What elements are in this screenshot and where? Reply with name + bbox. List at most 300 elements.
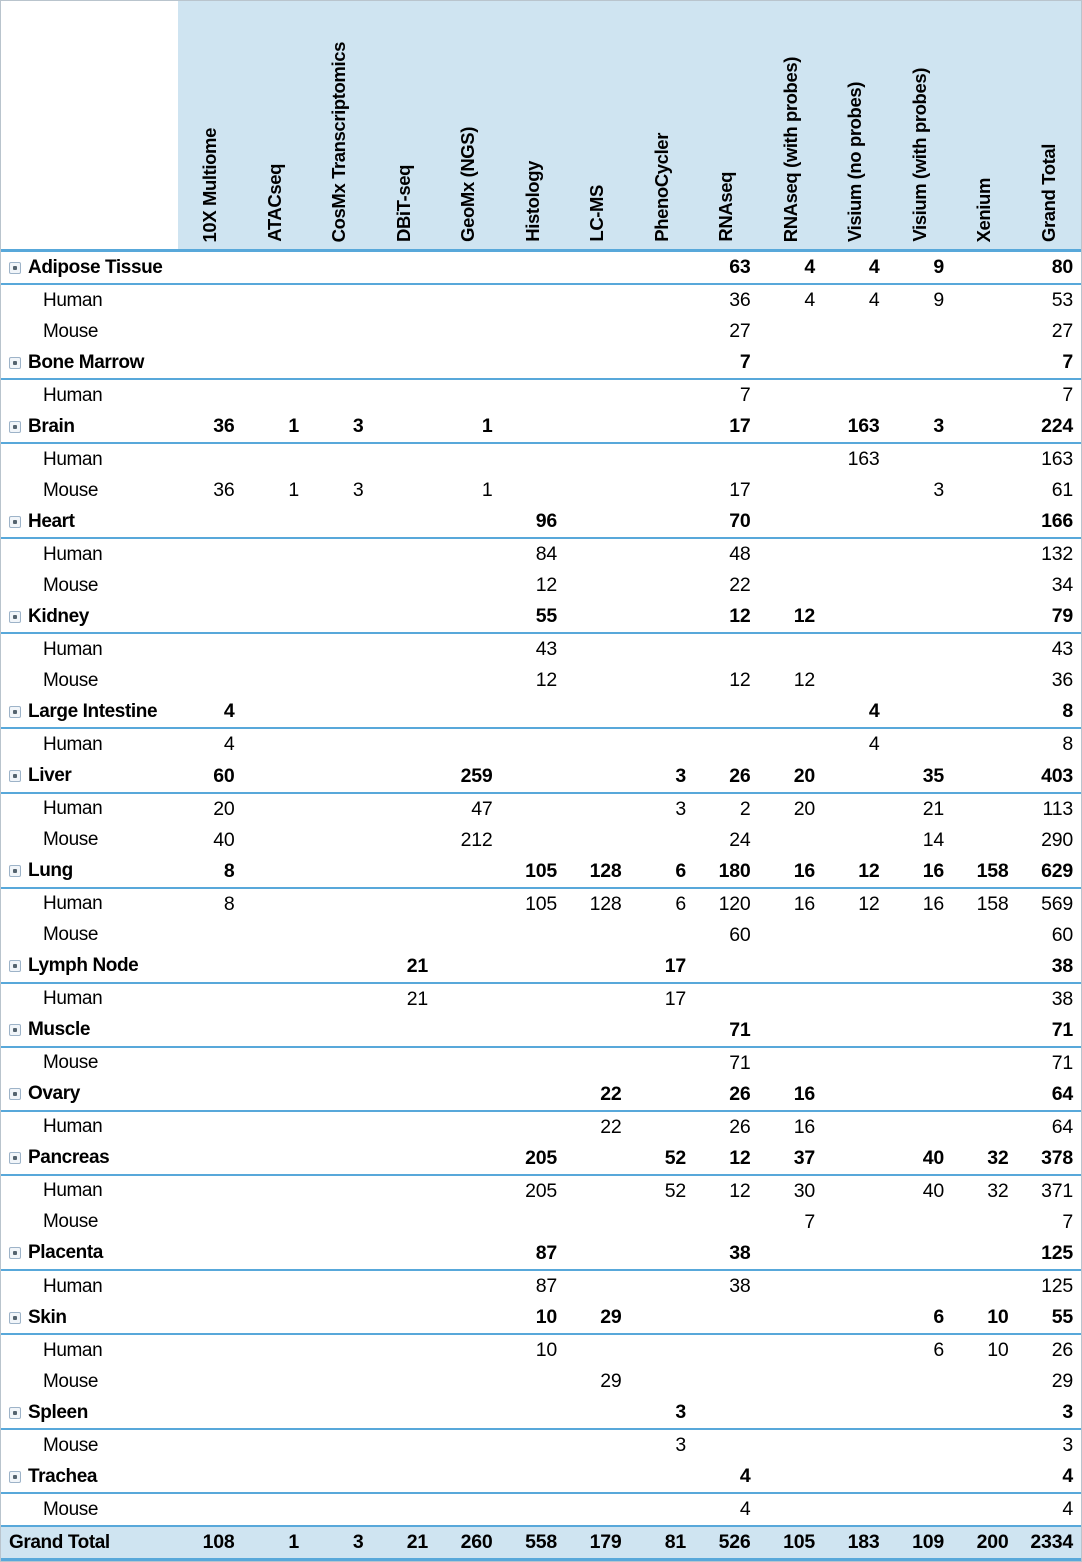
cell: 21: [922, 797, 944, 820]
table-row-human: [1, 1335, 1081, 1366]
cell: 9: [933, 289, 944, 312]
table-row-human: [1, 794, 1081, 825]
row-label: [1, 860, 178, 882]
table-row-human: [1, 539, 1081, 570]
row-label: [1, 544, 178, 566]
cell: 224: [1041, 415, 1073, 438]
table-row-large-intestine: [1, 696, 1081, 729]
cell: 8: [1062, 733, 1073, 756]
cell: 200: [976, 1531, 1009, 1554]
grand-total-row: [1, 1525, 1081, 1561]
cell: 27: [1051, 320, 1073, 343]
cell: 6: [933, 1339, 944, 1362]
row-label-text: Adipose Tissue: [28, 256, 163, 278]
row-label-text: Kidney: [28, 605, 89, 627]
cell: 14: [922, 828, 944, 851]
collapse-toggle-icon[interactable]: [9, 1152, 21, 1164]
cell: 4: [868, 700, 880, 723]
row-label: [1, 1532, 178, 1554]
cell: 1: [288, 1531, 299, 1554]
row-label-text: Mouse: [43, 1052, 99, 1074]
collapse-toggle-icon[interactable]: [9, 865, 21, 877]
row-label: [1, 257, 178, 279]
cell: 403: [1041, 764, 1073, 787]
cell: 29: [1051, 1370, 1073, 1393]
cell: 64: [1051, 1082, 1073, 1105]
cell: 38: [729, 1275, 751, 1298]
cell: 32: [987, 1179, 1009, 1202]
cell: 205: [525, 1146, 557, 1169]
cell: 180: [718, 859, 751, 882]
row-label: [1, 670, 178, 692]
cell: 4: [739, 1465, 751, 1488]
column-header-label: GeoMx (NGS): [457, 127, 479, 242]
cell: 6: [675, 892, 686, 915]
collapse-toggle-icon[interactable]: [9, 1088, 21, 1100]
row-label-text: Mouse: [43, 479, 99, 501]
table-row-heart: [1, 506, 1081, 539]
column-header-geomx-ngs: [436, 1, 501, 249]
row-label: [1, 385, 178, 407]
collapse-toggle-icon[interactable]: [9, 262, 21, 274]
cell: 40: [922, 1146, 944, 1169]
cell: 21: [406, 1531, 428, 1554]
cell: 16: [922, 892, 944, 915]
column-header-label: PhenoCycler: [650, 133, 672, 242]
cell: 70: [729, 510, 751, 533]
cell: 20: [793, 764, 815, 787]
table-row-human: [1, 634, 1081, 665]
cell: 52: [664, 1146, 686, 1169]
row-label-text: Human: [43, 798, 103, 820]
cell: 47: [471, 797, 493, 820]
cell: 34: [1051, 574, 1073, 597]
collapse-toggle-icon[interactable]: [9, 706, 21, 718]
cell: 108: [202, 1531, 235, 1554]
cell: 4: [868, 256, 880, 279]
row-label: [1, 988, 178, 1010]
cell: 10: [535, 1339, 557, 1362]
cell: 71: [729, 1018, 751, 1041]
table-row-mouse: [1, 1430, 1081, 1461]
cell: 12: [858, 859, 880, 882]
row-label-text: Mouse: [43, 829, 99, 851]
cell: 29: [600, 1306, 622, 1329]
cell: 3: [1062, 1434, 1073, 1457]
table-row-human: [1, 1176, 1081, 1207]
cell: 53: [1051, 289, 1073, 312]
cell: 205: [525, 1179, 557, 1202]
column-header-label: DBiT-seq: [392, 165, 414, 242]
row-label: [1, 1340, 178, 1362]
cell: 12: [535, 669, 557, 692]
cell: 16: [793, 892, 815, 915]
cell: 63: [729, 256, 751, 279]
cell: 378: [1041, 1146, 1073, 1169]
cell: 12: [535, 574, 557, 597]
row-label-text: Ovary: [28, 1083, 80, 1105]
row-label-text: Human: [43, 543, 103, 565]
row-label: [1, 955, 178, 977]
cell: 4: [223, 700, 235, 723]
row-label: [1, 1116, 178, 1138]
cell: 8: [1062, 700, 1073, 723]
row-label-text: Human: [43, 289, 103, 311]
cell: 26: [729, 764, 751, 787]
cell: 3: [933, 415, 944, 438]
cell: 105: [525, 859, 557, 882]
cell: 22: [600, 1115, 622, 1138]
cell: 125: [1041, 1275, 1073, 1298]
cell: 40: [922, 1179, 944, 1202]
table-row-human: [1, 1271, 1081, 1302]
cell: 20: [793, 797, 815, 820]
cell: 12: [793, 669, 815, 692]
cell: 158: [976, 892, 1009, 915]
collapse-toggle-icon[interactable]: [9, 1471, 21, 1483]
row-label-text: Human: [43, 1275, 103, 1297]
row-label: [1, 1211, 178, 1233]
row-label-text: Spleen: [28, 1401, 88, 1423]
row-label: [1, 1435, 178, 1457]
table-row-human: [1, 444, 1081, 475]
cell: 120: [718, 892, 751, 915]
table-row-human: [1, 1112, 1081, 1143]
table-row-mouse: [1, 1366, 1081, 1397]
cell: 158: [976, 859, 1009, 882]
row-label: [1, 511, 178, 533]
cell: 64: [1051, 1115, 1073, 1138]
column-header-label: Visium (no probes): [844, 81, 866, 242]
row-label-text: Trachea: [28, 1465, 98, 1487]
table-row-pancreas: [1, 1143, 1081, 1176]
collapse-toggle-icon[interactable]: [9, 1247, 21, 1259]
collapse-toggle-icon[interactable]: [9, 357, 21, 369]
row-label: [1, 701, 178, 723]
row-label: [1, 606, 178, 628]
table-row-mouse: [1, 475, 1081, 506]
column-header-visium-no-probes: [823, 1, 888, 249]
row-label-text: Mouse: [43, 574, 99, 596]
cell: 12: [729, 1179, 751, 1202]
cell: 163: [847, 448, 880, 471]
table-row-bone-marrow: [1, 347, 1081, 380]
row-label: [1, 290, 178, 312]
cell: 36: [729, 289, 751, 312]
table-row-kidney: [1, 601, 1081, 634]
cell: 4: [223, 733, 235, 756]
row-label: [1, 1402, 178, 1424]
cell: 4: [1062, 1498, 1073, 1521]
cell: 48: [729, 543, 751, 566]
cell: 29: [600, 1370, 622, 1393]
cell: 183: [847, 1531, 880, 1554]
cell: 21: [406, 987, 428, 1010]
cell: 8: [223, 859, 235, 882]
cell: 105: [783, 1531, 815, 1554]
row-label-text: Grand Total: [9, 1531, 110, 1553]
table-row-human: [1, 984, 1081, 1015]
cell: 10: [987, 1306, 1009, 1329]
table-row-mouse: [1, 570, 1081, 601]
cell: 71: [1051, 1051, 1073, 1074]
cell: 37: [793, 1146, 815, 1169]
cell: 61: [1051, 479, 1073, 502]
cell: 7: [739, 351, 751, 374]
cell: 17: [729, 415, 751, 438]
table-row-mouse: [1, 920, 1081, 951]
table-row-liver: [1, 761, 1081, 794]
column-header-label: 10X Multiome: [199, 127, 221, 242]
row-label: [1, 1276, 178, 1298]
header-spacer: [1, 1, 178, 249]
cell: 3: [933, 479, 944, 502]
cell: 27: [729, 320, 751, 343]
cell: 79: [1051, 605, 1073, 628]
cell: 166: [1041, 510, 1073, 533]
table-row-muscle: [1, 1015, 1081, 1048]
column-header-lc-ms: [565, 1, 630, 249]
row-label-text: Heart: [28, 510, 75, 532]
row-label: [1, 1180, 178, 1202]
column-header-histology: [501, 1, 566, 249]
row-label: [1, 1019, 178, 1041]
table-row-human: [1, 729, 1081, 760]
cell: 81: [664, 1531, 686, 1554]
cell: 3: [675, 764, 686, 787]
cell: 87: [535, 1275, 557, 1298]
cell: 22: [729, 574, 751, 597]
row-label-text: Large Intestine: [28, 700, 158, 722]
cell: 10: [987, 1339, 1009, 1362]
collapse-toggle-icon[interactable]: [9, 1024, 21, 1036]
row-label-text: Pancreas: [28, 1147, 110, 1169]
cell: 9: [933, 256, 944, 279]
cell: 4: [739, 1498, 751, 1521]
table-row-mouse: [1, 1494, 1081, 1525]
column-header-dbit-seq: [372, 1, 437, 249]
column-header-label: LC-MS: [586, 185, 608, 242]
row-label-text: Human: [43, 448, 103, 470]
row-label-text: Placenta: [28, 1242, 103, 1264]
cell: 24: [729, 828, 751, 851]
cell: 7: [1062, 351, 1073, 374]
cell: 3: [352, 1531, 364, 1554]
cell: 16: [793, 859, 815, 882]
cell: 52: [664, 1179, 686, 1202]
column-header-grand-total: [1017, 1, 1082, 249]
row-label: [1, 575, 178, 597]
row-label: [1, 765, 178, 787]
table-row-mouse: [1, 1048, 1081, 1079]
cell: 43: [1051, 638, 1073, 661]
column-header-xenium: [952, 1, 1017, 249]
table-row-trachea: [1, 1461, 1081, 1494]
row-label: [1, 1307, 178, 1329]
column-header-label: Histology: [521, 161, 543, 242]
row-label: [1, 734, 178, 756]
row-label: [1, 352, 178, 374]
cell: 290: [1041, 828, 1073, 851]
cell: 371: [1041, 1179, 1073, 1202]
table-row-placenta: [1, 1238, 1081, 1271]
cell: 55: [535, 605, 557, 628]
row-label: [1, 1052, 178, 1074]
row-label-text: Human: [43, 384, 103, 406]
cell: 12: [858, 892, 880, 915]
collapse-toggle-icon[interactable]: [9, 1407, 21, 1419]
cell: 4: [868, 733, 880, 756]
row-label-text: Human: [43, 988, 103, 1010]
row-label-text: Liver: [28, 765, 72, 787]
cell: 60: [213, 764, 235, 787]
row-label-text: Muscle: [28, 1019, 91, 1041]
cell: 16: [793, 1115, 815, 1138]
table-row-human: [1, 285, 1081, 316]
cell: 10: [535, 1306, 557, 1329]
cell: 71: [729, 1051, 751, 1074]
cell: 125: [1041, 1241, 1073, 1264]
cell: 4: [804, 289, 815, 312]
column-header-label: RNAseq: [715, 172, 737, 242]
cell: 3: [352, 415, 364, 438]
row-label-text: Human: [43, 638, 103, 660]
cell: 17: [729, 479, 751, 502]
cell: 569: [1041, 892, 1073, 915]
cell: 36: [213, 415, 235, 438]
column-header-label: Xenium: [973, 177, 995, 242]
cell: 128: [589, 859, 622, 882]
row-label: [1, 1466, 178, 1488]
table-row-lung: [1, 856, 1081, 889]
cell: 113: [1042, 797, 1073, 820]
collapse-toggle-icon[interactable]: [9, 516, 21, 528]
cell: 38: [1051, 954, 1073, 977]
cell: 22: [600, 1082, 622, 1105]
collapse-toggle-icon[interactable]: [9, 1312, 21, 1324]
row-label-text: Mouse: [43, 1434, 99, 1456]
row-label-text: Mouse: [43, 1498, 99, 1520]
cell: 109: [912, 1531, 944, 1554]
cell: 128: [589, 892, 622, 915]
cell: 36: [213, 479, 235, 502]
row-label-text: Human: [43, 1116, 103, 1138]
cell: 558: [525, 1531, 557, 1554]
collapse-toggle-icon[interactable]: [9, 421, 21, 433]
cell: 4: [868, 289, 880, 312]
column-header-10x-multiome: [178, 1, 243, 249]
column-header-label: RNAseq (with probes): [779, 56, 801, 242]
cell: 163: [1041, 448, 1073, 471]
cell: 32: [987, 1146, 1009, 1169]
table-row-skin: [1, 1302, 1081, 1335]
cell: 179: [589, 1531, 622, 1554]
header-row: [1, 1, 1081, 252]
row-label: [1, 893, 178, 915]
table-row-ovary: [1, 1079, 1081, 1112]
cell: 12: [729, 605, 751, 628]
row-label-text: Lymph Node: [28, 955, 139, 977]
cell: 71: [1051, 1018, 1073, 1041]
row-label: [1, 1499, 178, 1521]
cell: 16: [793, 1082, 815, 1105]
table-row-adipose-tissue: [1, 252, 1081, 285]
cell: 4: [804, 256, 815, 279]
cell: 4: [1062, 1465, 1073, 1488]
cell: 30: [793, 1179, 815, 1202]
row-label: [1, 924, 178, 946]
cell: 87: [535, 1241, 557, 1264]
cell: 16: [922, 859, 944, 882]
column-header-label: Visium (with probes): [908, 68, 930, 242]
column-header-label: CosMx Transcriptomics: [328, 41, 350, 242]
cell: 12: [729, 669, 751, 692]
cell: 60: [1051, 923, 1073, 946]
cell: 12: [793, 605, 815, 628]
row-label-text: Mouse: [43, 924, 99, 946]
cell: 1: [481, 415, 493, 438]
cell: 7: [804, 1210, 815, 1233]
cell: 163: [847, 415, 880, 438]
cell: 60: [729, 923, 751, 946]
cell: 38: [729, 1241, 751, 1264]
cell: 526: [718, 1531, 751, 1554]
cell: 21: [406, 954, 428, 977]
cell: 3: [675, 1401, 686, 1424]
column-header-label: Grand Total: [1037, 143, 1059, 242]
row-label: [1, 416, 178, 438]
row-label-text: Human: [43, 1339, 103, 1361]
table-body: [1, 252, 1081, 1561]
collapse-toggle-icon[interactable]: [9, 770, 21, 782]
collapse-toggle-icon[interactable]: [9, 960, 21, 972]
table-row-lymph-node: [1, 951, 1081, 984]
cell: 26: [729, 1082, 751, 1105]
row-label: [1, 480, 178, 502]
column-header-rnaseq-with-probes: [759, 1, 824, 249]
cell: 2: [739, 797, 751, 820]
column-header-visium-with-probes: [888, 1, 953, 249]
cell: 132: [1041, 543, 1073, 566]
cell: 43: [535, 638, 557, 661]
row-label: [1, 321, 178, 343]
table-row-brain: [1, 411, 1081, 444]
cell: 3: [675, 1434, 686, 1457]
cell: 260: [460, 1531, 493, 1554]
cell: 1: [288, 415, 299, 438]
row-label-text: Brain: [28, 415, 75, 437]
row-label: [1, 1083, 178, 1105]
cell: 105: [525, 892, 557, 915]
row-label-text: Mouse: [43, 320, 99, 342]
row-label: [1, 798, 178, 820]
cell: 12: [729, 1146, 751, 1169]
cell: 17: [664, 954, 686, 977]
row-label-text: Human: [43, 893, 103, 915]
table-row-mouse: [1, 825, 1081, 856]
row-label: [1, 449, 178, 471]
cell: 629: [1041, 859, 1073, 882]
row-label-text: Mouse: [43, 1370, 99, 1392]
row-label-text: Skin: [28, 1306, 67, 1328]
row-label-text: Human: [43, 1180, 103, 1202]
cell: 212: [460, 828, 493, 851]
collapse-toggle-icon[interactable]: [9, 611, 21, 623]
table-row-human: [1, 380, 1081, 411]
row-label-text: Human: [43, 733, 103, 755]
cell: 7: [1062, 384, 1073, 407]
row-label: [1, 1242, 178, 1264]
